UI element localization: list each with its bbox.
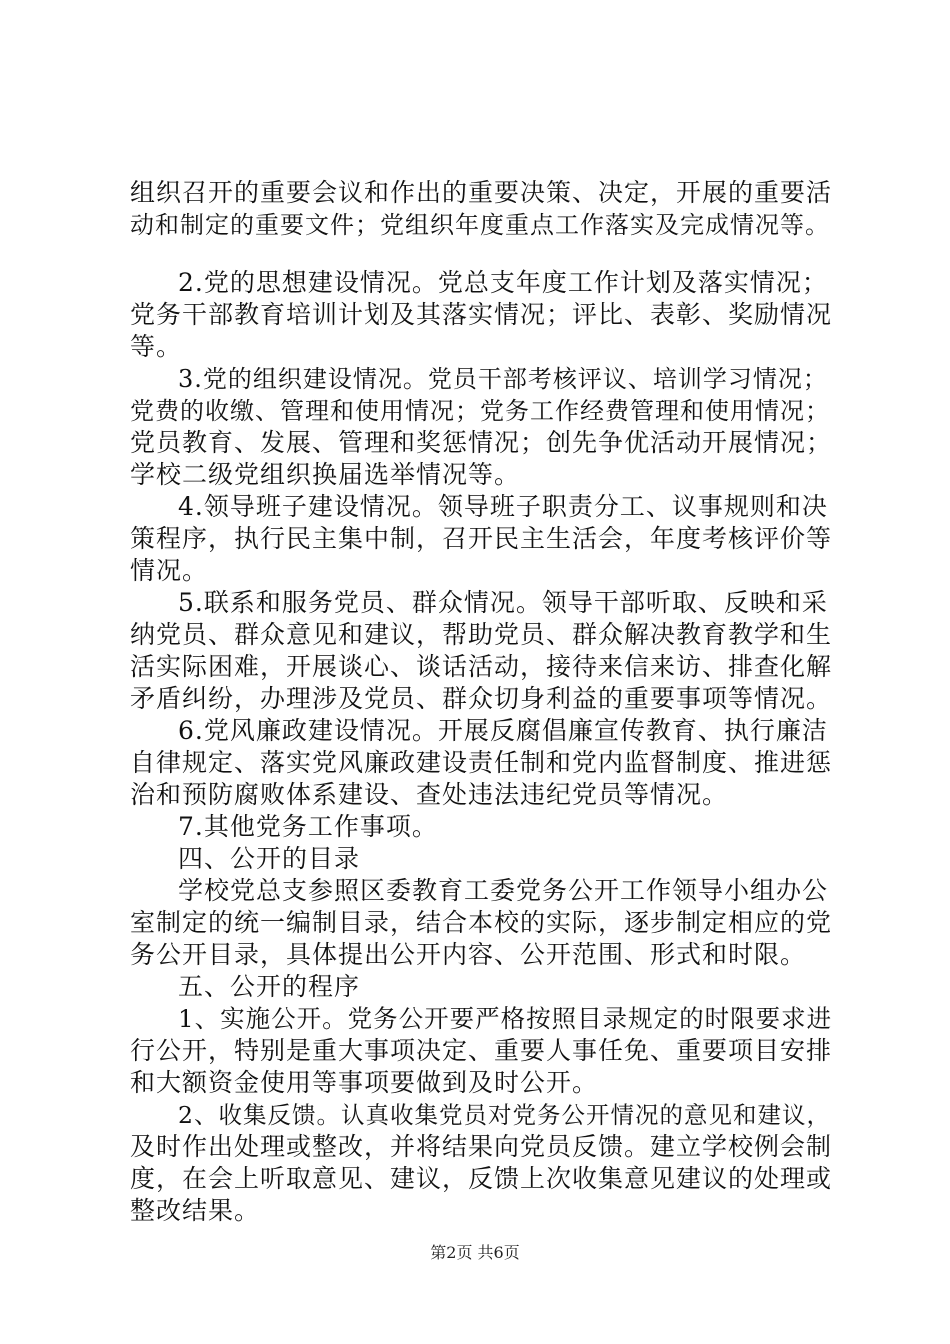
text-line: 党费的收缴、管理和使用情况；党务工作经费管理和使用情况； (130, 397, 830, 425)
text-line: 党务干部教育培训计划及其落实情况；评比、表彰、奖励情况 (130, 300, 833, 329)
text-line: 及时作出处理或整改，并将结果向党员反馈。建立学校例会制 (130, 1132, 833, 1161)
text-line: 务公开目录，具体提出公开内容、公开范围、形式和时限。 (130, 940, 807, 969)
text-line: 情况。 (130, 556, 209, 585)
text-line: 策程序，执行民主集中制，召开民主生活会，年度考核评价等 (130, 524, 833, 553)
text-line: 1、实施公开。党务公开要严格按照目录规定的时限要求进 (178, 1004, 833, 1033)
text-line: 纳党员、群众意见和建议，帮助党员、群众解决教育教学和生 (130, 620, 833, 649)
text-line: 2.党的思想建设情况。党总支年度工作计划及落实情况； (178, 268, 828, 297)
text-line: 自律规定、落实党风廉政建设责任制和党内监督制度、推进惩 (130, 748, 833, 777)
page-number: 第2页 共6页 (430, 1243, 520, 1262)
text-line: 组织召开的重要会议和作出的重要决策、决定，开展的重要活 (130, 178, 833, 207)
text-line: 度，在会上听取意见、建议，反馈上次收集意见建议的处理或 (130, 1164, 833, 1193)
text-line: 活实际困难，开展谈心、谈话活动，接待来信来访、排查化解 (130, 652, 833, 681)
text-line: 3.党的组织建设情况。党员干部考核评议、培训学习情况； (178, 365, 828, 393)
text-line: 行公开，特别是重大事项决定、重要人事任免、重要项目安排 (130, 1036, 833, 1065)
text-line: 5.联系和服务党员、群众情况。领导干部听取、反映和采 (178, 588, 828, 617)
text-line: 4.领导班子建设情况。领导班子职责分工、议事规则和决 (178, 492, 828, 521)
text-line: 党员教育、发展、管理和奖惩情况；创先争优活动开展情况； (130, 428, 833, 457)
text-line: 矛盾纠纷，办理涉及党员、群众切身利益的重要事项等情况。 (130, 684, 833, 713)
text-line: 动和制定的重要文件；党组织年度重点工作落实及完成情况等。 (130, 211, 830, 239)
text-line: 等。 (130, 332, 183, 361)
text-line: 学校二级党组织换届选举情况等。 (130, 460, 521, 489)
text-line: 7.其他党务工作事项。 (178, 812, 438, 841)
section-heading: 五、公开的程序 (178, 972, 361, 1001)
text-line: 室制定的统一编制目录，结合本校的实际，逐步制定相应的党 (130, 908, 833, 937)
text-line: 学校党总支参照区委教育工委党务公开工作领导小组办公 (178, 876, 829, 905)
text-line: 和大额资金使用等事项要做到及时公开。 (130, 1068, 599, 1097)
text-line: 6.党风廉政建设情况。开展反腐倡廉宣传教育、执行廉洁 (178, 716, 828, 745)
text-line: 2、收集反馈。认真收集党员对党务公开情况的意见和建议， (178, 1101, 831, 1129)
text-line: 治和预防腐败体系建设、查处违法违纪党员等情况。 (130, 780, 729, 809)
text-line: 整改结果。 (130, 1196, 261, 1225)
section-heading: 四、公开的目录 (178, 844, 361, 873)
